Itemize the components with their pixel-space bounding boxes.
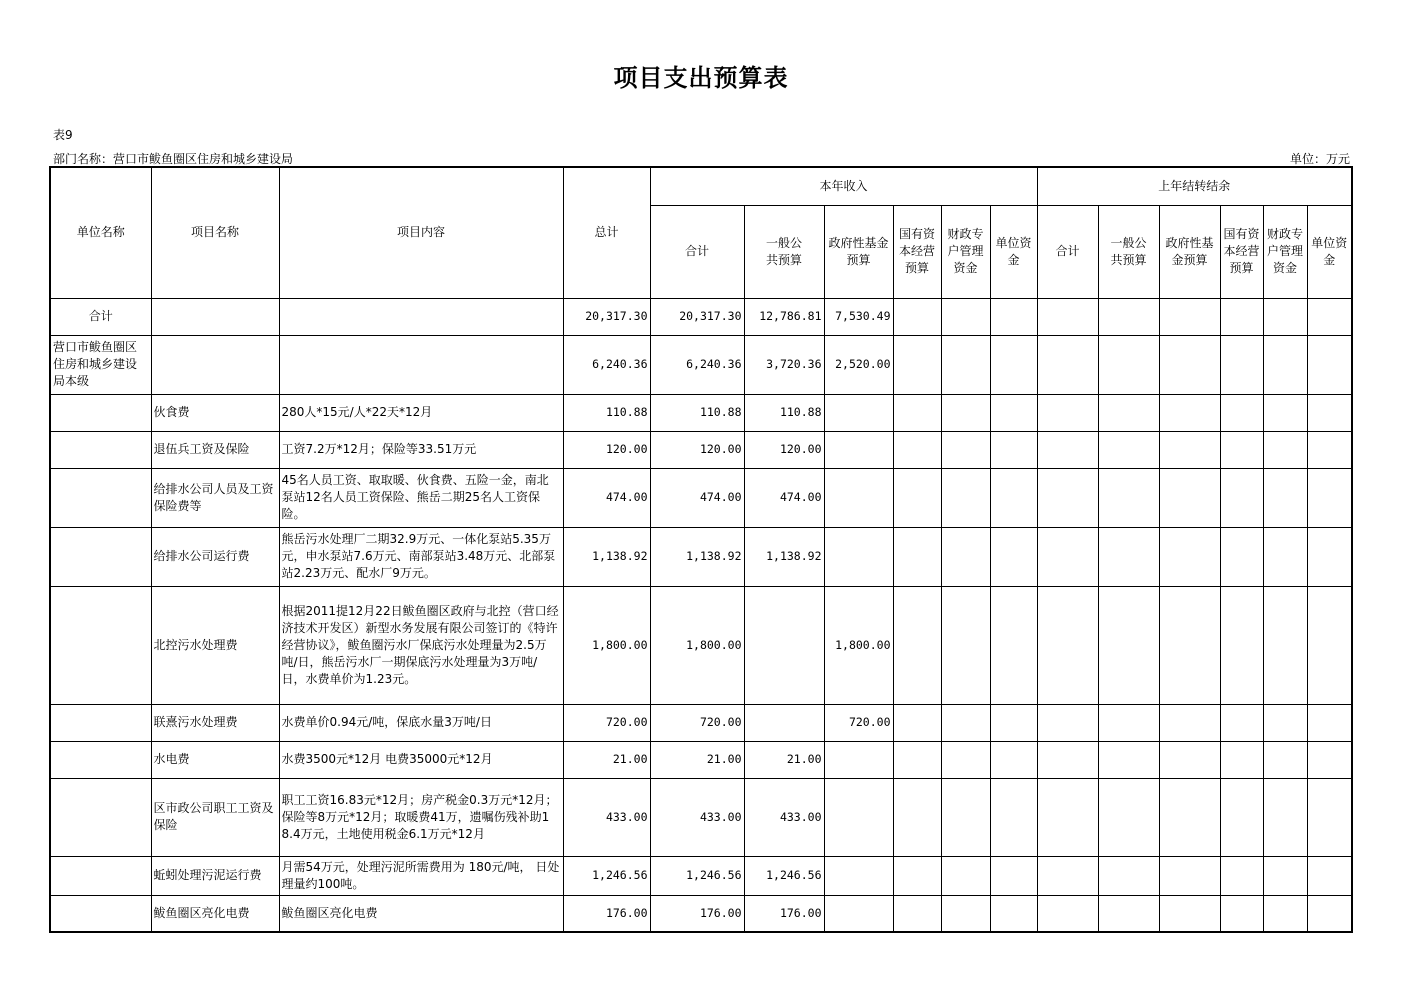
cell-empty <box>941 741 990 778</box>
cell-empty <box>1098 335 1159 394</box>
cell-empty <box>893 741 941 778</box>
cell-empty <box>893 586 941 704</box>
cell-empty <box>1159 856 1220 895</box>
cell-gov-fund: 1,800.00 <box>824 586 893 704</box>
header-gov-fund: 政府性基金预算 <box>824 205 893 298</box>
cell-total: 1,800.00 <box>563 586 650 704</box>
department-name: 部门名称：营口市鲅鱼圈区住房和城乡建设局 <box>53 152 294 166</box>
cell-project-name: 给排水公司运行费 <box>151 527 279 586</box>
cell-empty <box>1159 431 1220 468</box>
cell-empty <box>893 895 941 932</box>
cell-empty <box>1220 527 1263 586</box>
cell-project-name: 联熹污水处理费 <box>151 704 279 741</box>
header-project-content: 项目内容 <box>279 167 563 298</box>
cell-empty <box>1307 778 1352 856</box>
cell-unit-name: 合计 <box>50 298 151 335</box>
header-fiscal-special: 财政专户管理资金 <box>941 205 990 298</box>
cell-project-content: 工资7.2万*12月；保险等33.51万元 <box>279 431 563 468</box>
header-unit-fund: 单位资金 <box>990 205 1037 298</box>
cell-gov-fund: 720.00 <box>824 704 893 741</box>
table-row <box>50 778 1352 856</box>
cell-project-name: 水电费 <box>151 741 279 778</box>
cell-empty <box>1220 468 1263 527</box>
cell-unit-name <box>50 527 151 586</box>
cell-empty <box>1263 741 1307 778</box>
cell-sum: 1,246.56 <box>650 856 744 895</box>
cell-empty <box>1263 394 1307 431</box>
cell-unit-name <box>50 895 151 932</box>
cell-empty <box>990 856 1037 895</box>
header-c-general-budget: 一般公共预算 <box>1098 205 1159 298</box>
cell-total: 110.88 <box>563 394 650 431</box>
cell-general-budget: 3,720.36 <box>744 335 824 394</box>
cell-empty <box>1037 704 1098 741</box>
cell-sum: 6,240.36 <box>650 335 744 394</box>
cell-empty <box>1098 431 1159 468</box>
table-row <box>50 298 1352 335</box>
cell-empty <box>1159 394 1220 431</box>
cell-empty <box>1037 741 1098 778</box>
cell-project-content: 根据2011提12月22日鲅鱼圈区政府与北控（营口经济技术开发区）新型水务发展有限公司签订的《特许经营协议》，鲅鱼圈污水厂保底污水处理量为2.5万吨/日，熊岳污水厂一期保底污水处理量为3万吨/日，水费单价为1.23元。 <box>279 586 563 704</box>
cell-empty <box>941 778 990 856</box>
cell-empty <box>990 704 1037 741</box>
cell-general-budget <box>744 586 824 704</box>
cell-total: 176.00 <box>563 895 650 932</box>
cell-empty <box>1263 704 1307 741</box>
cell-empty <box>941 704 990 741</box>
cell-empty <box>1220 778 1263 856</box>
cell-empty <box>1263 895 1307 932</box>
cell-empty <box>990 335 1037 394</box>
cell-general-budget <box>744 704 824 741</box>
header-c-sum: 合计 <box>1037 205 1098 298</box>
cell-empty <box>1220 741 1263 778</box>
cell-total: 1,138.92 <box>563 527 650 586</box>
unit-label: 单位：万元 <box>1289 152 1350 166</box>
cell-empty <box>893 468 941 527</box>
cell-project-name: 伙食费 <box>151 394 279 431</box>
cell-general-budget: 120.00 <box>744 431 824 468</box>
cell-empty <box>1098 527 1159 586</box>
cell-empty <box>990 778 1037 856</box>
header-this-year-income: 本年收入 <box>650 167 1037 205</box>
cell-sum: 720.00 <box>650 704 744 741</box>
cell-sum: 474.00 <box>650 468 744 527</box>
table-row <box>50 394 1352 431</box>
cell-total: 21.00 <box>563 741 650 778</box>
cell-project-name <box>151 298 279 335</box>
cell-project-content: 45名人员工资、取取暖、伙食费、五险一金，南北泵站12名人员工资保险、熊岳二期25名人工资保险。 <box>279 468 563 527</box>
cell-gov-fund <box>824 741 893 778</box>
cell-empty <box>1263 335 1307 394</box>
cell-general-budget: 1,246.56 <box>744 856 824 895</box>
cell-empty <box>1159 527 1220 586</box>
table-row <box>50 895 1352 932</box>
cell-empty <box>1037 431 1098 468</box>
cell-empty <box>893 856 941 895</box>
cell-gov-fund: 7,530.49 <box>824 298 893 335</box>
cell-empty <box>1307 394 1352 431</box>
cell-empty <box>893 431 941 468</box>
cell-project-content: 职工工资16.83元*12月；房产税金0.3万元*12月；保险等8万元*12月；取暖费41万，遗嘱伤残补助18.4万元，土地使用税金6.1万元*12月 <box>279 778 563 856</box>
header-total: 总计 <box>563 167 650 298</box>
cell-sum: 20,317.30 <box>650 298 744 335</box>
cell-empty <box>1098 394 1159 431</box>
cell-empty <box>1307 335 1352 394</box>
cell-sum: 176.00 <box>650 895 744 932</box>
cell-empty <box>1159 741 1220 778</box>
table-row <box>50 856 1352 895</box>
table-row <box>50 527 1352 586</box>
cell-empty <box>941 394 990 431</box>
header-c-unit-fund: 单位资金 <box>1307 205 1352 298</box>
cell-empty <box>1307 298 1352 335</box>
cell-project-content: 月需54万元，处理污泥所需费用为 180元/吨， 日处理量约100吨。 <box>279 856 563 895</box>
cell-empty <box>1220 704 1263 741</box>
cell-project-content: 水费单价0.94元/吨，保底水量3万吨/日 <box>279 704 563 741</box>
cell-empty <box>941 895 990 932</box>
cell-empty <box>990 431 1037 468</box>
cell-unit-name <box>50 431 151 468</box>
cell-empty <box>941 527 990 586</box>
cell-unit-name: 营口市鲅鱼圈区住房和城乡建设局本级 <box>50 335 151 394</box>
cell-project-name: 退伍兵工资及保险 <box>151 431 279 468</box>
cell-empty <box>1037 856 1098 895</box>
cell-unit-name <box>50 394 151 431</box>
cell-project-name <box>151 335 279 394</box>
table-row <box>50 335 1352 394</box>
cell-empty <box>1307 856 1352 895</box>
cell-empty <box>893 778 941 856</box>
cell-empty <box>1220 856 1263 895</box>
cell-empty <box>1220 895 1263 932</box>
cell-total: 1,246.56 <box>563 856 650 895</box>
cell-empty <box>1098 895 1159 932</box>
table-row <box>50 586 1352 704</box>
cell-total: 720.00 <box>563 704 650 741</box>
cell-empty <box>1037 778 1098 856</box>
cell-empty <box>1037 895 1098 932</box>
table-number: 表9 <box>53 128 73 142</box>
cell-empty <box>1098 586 1159 704</box>
cell-empty <box>1159 586 1220 704</box>
header-state-capital: 国有资本经营预算 <box>893 205 941 298</box>
cell-empty <box>1037 335 1098 394</box>
cell-empty <box>1220 394 1263 431</box>
page-title: 项目支出预算表 <box>613 64 789 92</box>
cell-general-budget: 474.00 <box>744 468 824 527</box>
header-unit-name: 单位名称 <box>50 167 151 298</box>
cell-empty <box>1307 704 1352 741</box>
cell-empty <box>1159 468 1220 527</box>
cell-project-content: 熊岳污水处理厂二期32.9万元、一体化泵站5.35万元，申水泵站7.6万元、南部泵站3.48万元、北部泵站2.23万元、配水厂9万元。 <box>279 527 563 586</box>
cell-unit-name <box>50 856 151 895</box>
table-row <box>50 468 1352 527</box>
header-c-gov-fund: 政府性基金预算 <box>1159 205 1220 298</box>
cell-empty <box>941 298 990 335</box>
cell-project-name: 蚯蚓处理污泥运行费 <box>151 856 279 895</box>
cell-empty <box>1263 527 1307 586</box>
cell-empty <box>1159 298 1220 335</box>
cell-project-content <box>279 298 563 335</box>
header-carryover: 上年结转结余 <box>1037 167 1352 205</box>
cell-general-budget: 433.00 <box>744 778 824 856</box>
cell-sum: 120.00 <box>650 431 744 468</box>
cell-empty <box>1159 778 1220 856</box>
table-row <box>50 741 1352 778</box>
cell-empty <box>893 298 941 335</box>
cell-empty <box>1220 335 1263 394</box>
cell-empty <box>893 394 941 431</box>
cell-project-content: 水费3500元*12月 电费35000元*12月 <box>279 741 563 778</box>
cell-empty <box>941 431 990 468</box>
cell-empty <box>1159 335 1220 394</box>
cell-unit-name <box>50 704 151 741</box>
cell-empty <box>1159 704 1220 741</box>
cell-total: 474.00 <box>563 468 650 527</box>
cell-empty <box>990 741 1037 778</box>
cell-empty <box>1098 856 1159 895</box>
cell-empty <box>1307 586 1352 704</box>
cell-empty <box>990 394 1037 431</box>
cell-total: 120.00 <box>563 431 650 468</box>
cell-empty <box>1307 527 1352 586</box>
cell-general-budget: 1,138.92 <box>744 527 824 586</box>
cell-project-name: 北控污水处理费 <box>151 586 279 704</box>
cell-sum: 110.88 <box>650 394 744 431</box>
cell-gov-fund <box>824 778 893 856</box>
cell-empty <box>941 468 990 527</box>
cell-empty <box>990 298 1037 335</box>
cell-empty <box>1220 586 1263 704</box>
cell-empty <box>941 856 990 895</box>
table-row <box>50 431 1352 468</box>
header-c-state-capital: 国有资本经营预算 <box>1220 205 1263 298</box>
cell-project-content: 280人*15元/人*22天*12月 <box>279 394 563 431</box>
cell-empty <box>1220 298 1263 335</box>
cell-total: 6,240.36 <box>563 335 650 394</box>
cell-empty <box>1159 895 1220 932</box>
cell-empty <box>1098 298 1159 335</box>
cell-general-budget: 176.00 <box>744 895 824 932</box>
cell-gov-fund <box>824 527 893 586</box>
header-project-name: 项目名称 <box>151 167 279 298</box>
cell-empty <box>893 527 941 586</box>
cell-gov-fund <box>824 856 893 895</box>
cell-empty <box>1307 468 1352 527</box>
cell-empty <box>1037 394 1098 431</box>
cell-empty <box>893 704 941 741</box>
cell-empty <box>1307 431 1352 468</box>
header-sum: 合计 <box>650 205 744 298</box>
cell-gov-fund <box>824 895 893 932</box>
cell-total: 20,317.30 <box>563 298 650 335</box>
cell-empty <box>1307 741 1352 778</box>
table-row <box>50 704 1352 741</box>
cell-empty <box>1263 468 1307 527</box>
cell-empty <box>1037 468 1098 527</box>
cell-project-content <box>279 335 563 394</box>
cell-empty <box>1263 586 1307 704</box>
cell-empty <box>990 586 1037 704</box>
budget-table <box>49 166 1353 933</box>
cell-gov-fund <box>824 394 893 431</box>
cell-unit-name <box>50 741 151 778</box>
cell-empty <box>990 895 1037 932</box>
cell-empty <box>1037 298 1098 335</box>
cell-unit-name <box>50 586 151 704</box>
cell-sum: 1,138.92 <box>650 527 744 586</box>
cell-project-name: 区市政公司职工工资及保险 <box>151 778 279 856</box>
header-general-budget: 一般公共预算 <box>744 205 824 298</box>
cell-empty <box>893 335 941 394</box>
cell-project-name: 给排水公司人员及工资保险费等 <box>151 468 279 527</box>
cell-empty <box>1037 586 1098 704</box>
cell-unit-name <box>50 778 151 856</box>
cell-unit-name <box>50 468 151 527</box>
cell-sum: 433.00 <box>650 778 744 856</box>
cell-empty <box>990 468 1037 527</box>
cell-empty <box>1263 856 1307 895</box>
cell-empty <box>1098 468 1159 527</box>
cell-empty <box>1263 778 1307 856</box>
cell-empty <box>1098 778 1159 856</box>
cell-empty <box>1098 741 1159 778</box>
cell-project-name: 鲅鱼圈区亮化电费 <box>151 895 279 932</box>
cell-empty <box>990 527 1037 586</box>
cell-project-content: 鲅鱼圈区亮化电费 <box>279 895 563 932</box>
cell-general-budget: 21.00 <box>744 741 824 778</box>
cell-empty <box>941 335 990 394</box>
cell-sum: 1,800.00 <box>650 586 744 704</box>
cell-empty <box>1098 704 1159 741</box>
cell-empty <box>941 586 990 704</box>
cell-gov-fund <box>824 468 893 527</box>
cell-total: 433.00 <box>563 778 650 856</box>
cell-gov-fund: 2,520.00 <box>824 335 893 394</box>
cell-general-budget: 110.88 <box>744 394 824 431</box>
cell-empty <box>1263 431 1307 468</box>
cell-sum: 21.00 <box>650 741 744 778</box>
cell-empty <box>1220 431 1263 468</box>
header-c-fiscal-special: 财政专户管理资金 <box>1263 205 1307 298</box>
cell-empty <box>1037 527 1098 586</box>
cell-empty <box>1263 298 1307 335</box>
cell-empty <box>1307 895 1352 932</box>
cell-gov-fund <box>824 431 893 468</box>
cell-general-budget: 12,786.81 <box>744 298 824 335</box>
